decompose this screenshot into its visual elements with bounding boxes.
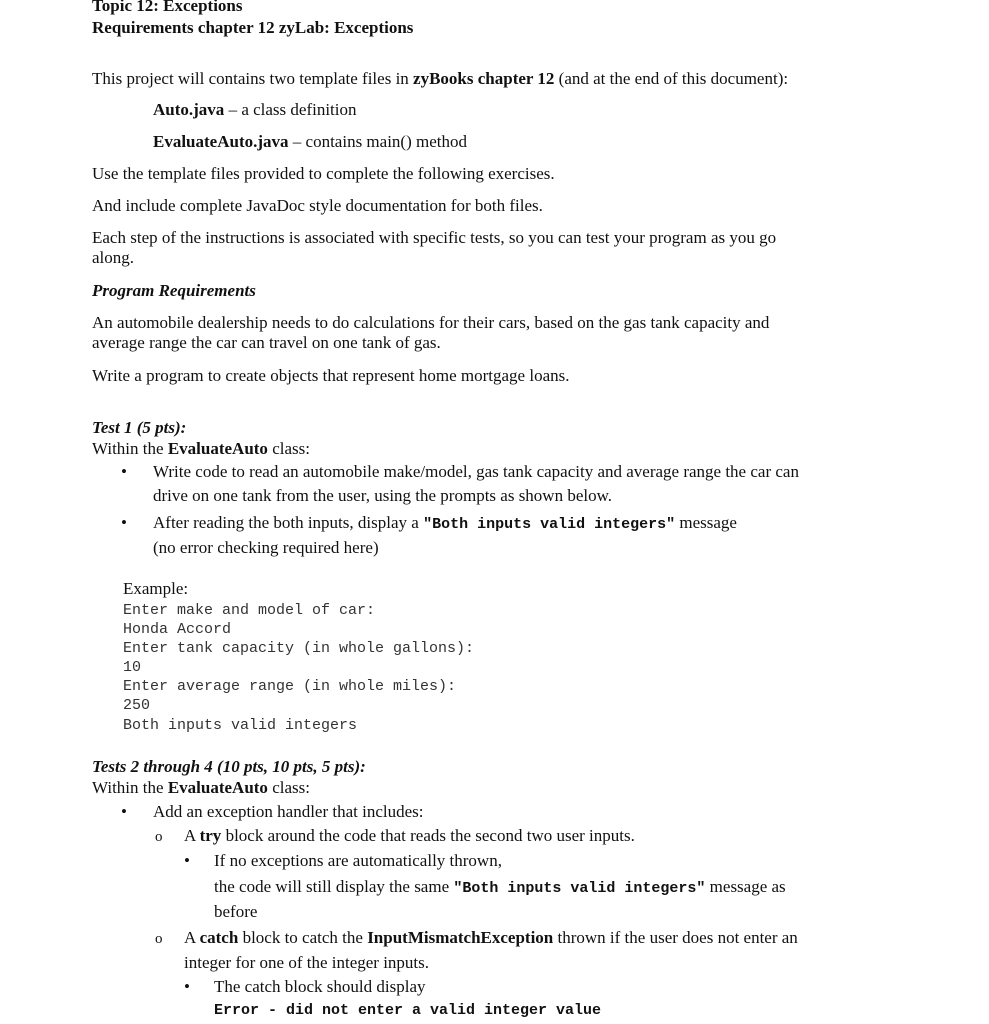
catch-error-message: Error - did not enter a valid integer value <box>214 1002 602 1019</box>
tests2to4-bullet1: Add an exception handler that includes: <box>153 802 424 821</box>
try-block-item: A try block around the code that reads the second two user inputs. <box>184 826 635 845</box>
test1-bullet2-line2: (no error checking required here) <box>153 538 379 557</box>
try-sub-line1: If no exceptions are automatically thrown, <box>214 851 502 870</box>
example-line: 10 <box>123 659 142 676</box>
intro-tests-line1: Each step of the instructions is associated with specific tests, so you can test your program as you go <box>92 228 777 247</box>
intro-paragraph: This project will contains two template files in zyBooks chapter 12 (and at the end of this document): <box>92 69 789 88</box>
file-auto-java: Auto.java – a class definition <box>153 100 357 119</box>
bullet-icon: • <box>121 802 127 821</box>
test1-bullet2-line1: After reading the both inputs, display a "Both inputs valid integers" message <box>153 513 737 533</box>
topic-title: Topic 12: Exceptions <box>92 0 243 15</box>
catch-block-line2: integer for one of the integer inputs. <box>184 953 430 972</box>
example-line: Enter tank capacity (in whole gallons): <box>123 640 475 657</box>
example-line: Honda Accord <box>123 621 232 638</box>
example-label: Example: <box>123 579 189 598</box>
requirements-p1-line1: An automobile dealership needs to do calculations for their cars, based on the gas tank capacity and <box>92 313 770 332</box>
test1-heading: Test 1 (5 pts): <box>92 418 187 437</box>
example-line: 250 <box>123 697 151 714</box>
test1-within: Within the EvaluateAuto class: <box>92 439 310 458</box>
intro-tests-line2: along. <box>92 248 135 267</box>
example-line: Enter make and model of car: <box>123 602 376 619</box>
circle-bullet-icon: o <box>155 829 163 845</box>
bullet-icon: • <box>121 462 127 481</box>
tests2to4-heading: Tests 2 through 4 (10 pts, 10 pts, 5 pts): <box>92 757 366 776</box>
tests2to4-within: Within the EvaluateAuto class: <box>92 778 310 797</box>
intro-use-templates: Use the template files provided to complete the following exercises. <box>92 164 555 183</box>
requirements-title: Requirements chapter 12 zyLab: Exceptions <box>92 18 414 37</box>
program-requirements-heading: Program Requirements <box>92 281 256 300</box>
catch-sub-line1: The catch block should display <box>214 977 426 996</box>
bullet-icon: • <box>184 851 190 870</box>
try-sub-line2: the code will still display the same "Both inputs valid integers" message as <box>214 877 786 897</box>
try-sub-line3: before <box>214 902 258 921</box>
circle-bullet-icon: o <box>155 931 163 947</box>
intro-javadoc: And include complete JavaDoc style documentation for both files. <box>92 196 543 215</box>
catch-block-item: A catch block to catch the InputMismatchException thrown if the user does not enter an <box>184 928 798 947</box>
bullet-icon: • <box>121 513 127 532</box>
requirements-p2: Write a program to create objects that represent home mortgage loans. <box>92 366 570 385</box>
requirements-p1-line2: average range the car can travel on one tank of gas. <box>92 333 441 352</box>
bullet-icon: • <box>184 977 190 996</box>
test1-bullet1-line2: drive on one tank from the user, using the prompts as shown below. <box>153 486 613 505</box>
test1-bullet1-line1: Write code to read an automobile make/model, gas tank capacity and average range the car can <box>153 462 799 481</box>
file-evaluateauto-java: EvaluateAuto.java – contains main() method <box>153 132 467 151</box>
example-line: Enter average range (in whole miles): <box>123 678 457 695</box>
example-line: Both inputs valid integers <box>123 717 358 734</box>
